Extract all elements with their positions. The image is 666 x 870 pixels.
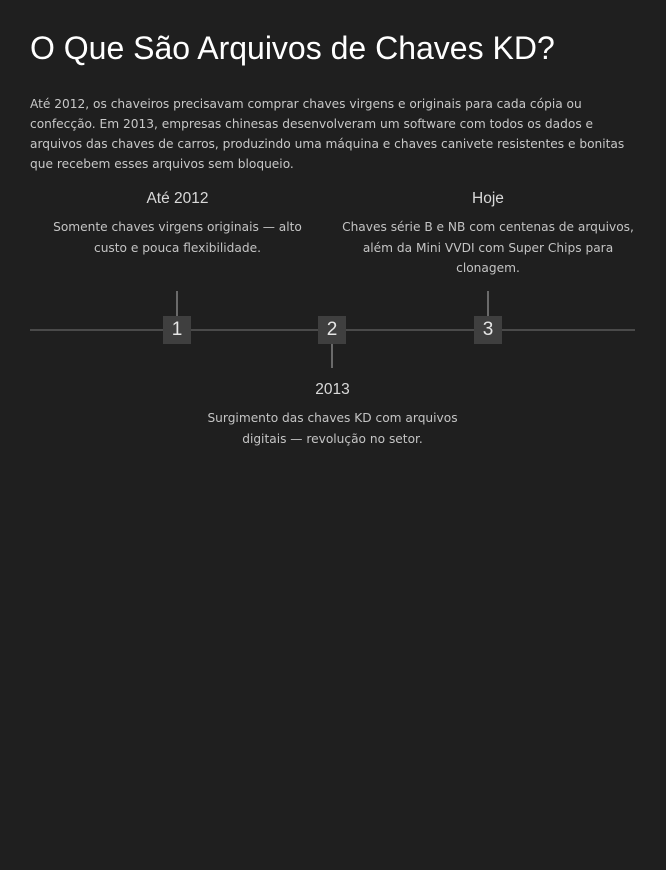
timeline-connector-2 — [331, 343, 333, 368]
event-title: Hoje — [472, 190, 504, 207]
timeline-event-1 — [50, 189, 305, 258]
timeline-event-3 — [342, 189, 634, 279]
intro-paragraph: Até 2012, os chaveiros precisavam comprar chaves virgens e originais para cada cópia ou confecção. Em 2013, empresas chinesas desenvolveram um software com todos os dados e arquivos das chaves de carros, produzindo uma máquina e chaves canivete resistentes e bonitas que recebem esses arquivos sem bloqueio. — [30, 97, 625, 171]
timeline-marker-1: 1 — [163, 316, 191, 344]
page-title: O Que São Arquivos de Chaves KD? — [30, 30, 555, 66]
event-title: 2013 — [315, 381, 350, 398]
timeline-connector-3 — [487, 291, 489, 317]
event-title: Até 2012 — [146, 190, 209, 207]
timeline-marker-3: 3 — [474, 316, 502, 344]
timeline-event-2 — [200, 380, 465, 449]
timeline-marker-2: 2 — [318, 316, 346, 344]
event-description: Surgimento das chaves KD com arquivos digitais — revolução no setor. — [207, 411, 458, 446]
event-description: Somente chaves virgens originais — alto custo e pouca flexibilidade. — [53, 220, 302, 255]
event-description: Chaves série B e NB com centenas de arquivos, além da Mini VVDI com Super Chips para clonagem. — [342, 220, 634, 275]
timeline-connector-1 — [176, 291, 178, 317]
